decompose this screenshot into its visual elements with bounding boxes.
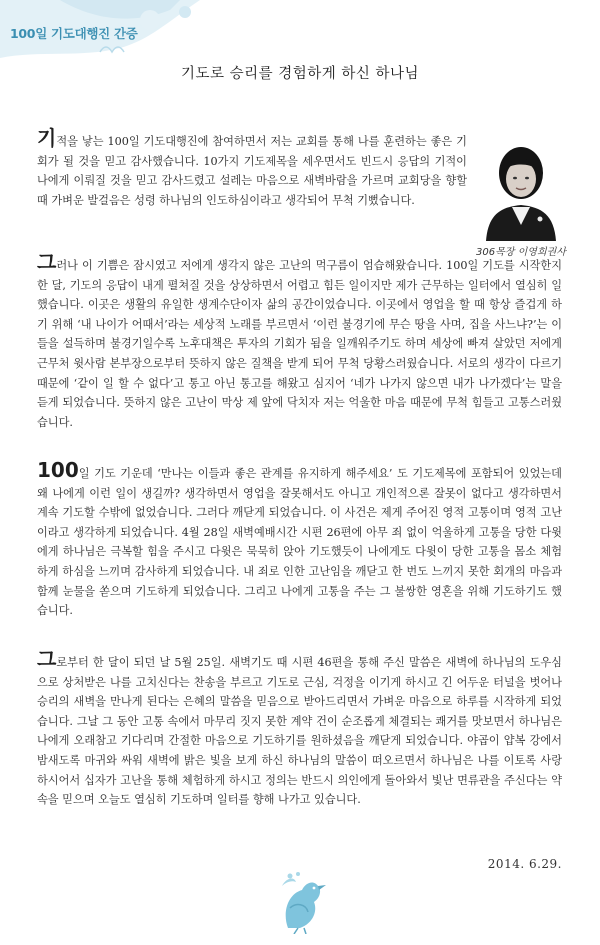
paragraph-2-text: 러나 이 기쁨은 잠시였고 저에게 생각지 않은 고난의 먹구름이 엄습해왔습니다. 100일 기도를 시작한지 한 달, 기도의 응답이 내게 펼쳐질 것을 상상하면서 어렵고 힘든 일이지만 제가 근무하는 일터에서 열심히 일했습니다. 이곳은 생활의 유일한 생계수단이자 삶의 공간이었습니다. 이곳에서 영업을 할 때 항상 즐겁게 하기 위해 ‘내 나이가 어때서’라는 세상적 노래를 부르면서 ‘이런 불경기에 무슨 땅을 사며, 집을 사느냐?’는 이들을 설득하며 불경기일수록 노후대책은 투자의 기회가 됨을 일깨워주기도 하며 세상에 빠져 살았던 저에게 근무처 윗사람 본부장으로부터 뜻하지 않은 질책을 받게 되어 무척 당황스러웠습니다. 서로의 생각이 다르기 때문에 ‘같이 일 할 수 없다’고 통고 아닌 통고를 해왔고 심지어 ‘네가 나가지 않으면 내가 나가겠다’는 말을 듣게 되었습니다. 뜻하지 않은 고난이 막상 제 앞에 닥치자 저는 억울한 마음 때문에 무척 힘들고 고통스러웠습니다.: [37, 259, 562, 429]
paragraph-1-initial: 기: [37, 126, 57, 150]
paragraph-4-initial: 그: [37, 647, 57, 671]
paragraph-4-text: 로부터 한 달이 되던 날 5월 25일. 새벽기도 때 시편 46편을 통해 주신 말씀은 새벽에 하나님의 도우심으로 상처받은 나를 고치신다는 찬송을 부르고 기도로 근심, 걱정을 이기게 하시고 긴 어두운 터널을 벗어나 승리의 새벽을 만나게 된다는 은혜의 말씀을 믿음으로 받아드리면서 가벼운 마음으로 하루를 시작하게 되었습니다. 그날 그 동안 고통 속에서 마무리 짓지 못한 계약 건이 순조롭게 체결되는 쾌거를 맛보면서 하나님은 나에게 오래참고 기다리며 간절한 마음으로 기도하기를 원하셨음을 깨닫게 되었습니다. 야곱이 얍복 강에서 밤새도록 마귀와 싸워 새벽에 밝은 빛을 보게 하신 하나님의 말씀이 떠오르면서 하나님은 나를 이토록 사랑하시어서 십자가 고난을 통해 체험하게 하시고 정의는 반드시 의인에게 돌아와서 빛난 면류관을 주신다는 약속을 믿으며 오늘도 열심히 기도하며 일터를 향해 나가고 있습니다.: [37, 656, 562, 807]
paragraph-3-initial: 100: [37, 458, 79, 482]
paragraph-3-text: 일 기도 기운데 ‘만나는 이들과 좋은 관계를 유지하게 해주세요’ 도 기도제목에 포함되어 있었는데 왜 나에게 이런 일이 생길까? 생각하면서 영업을 잘못해서도 아니고 개인적으론 잘못이 없다고 생각하면서 계속 기도할 수밖에 없었습니다. 그러다 깨닫게 되었습니다. 이 사건은 제게 주어진 영적 고통이며 영적 고난이라고 생각하게 되었습니다. 4월 28일 새벽예배시간 시편 26편에 아무 죄 없이 억울하게 고통을 당한 다윗에게 하나님은 극복할 힘을 주시고 다윗은 묵묵히 앉아 기도했듯이 나에게도 다윗이 당한 고통을 몸소 체험하게 하심을 느끼며 감사하게 되었습니다. 내 죄로 인한 고난임을 깨닫고 한 번도 느끼지 못한 회개의 마음과 함께 눈물을 쏟으며 기도하게 되었습니다. 그리고 나에게 고통을 주는 그 불쌍한 영혼을 위해 기도하기도 했습니다.: [37, 467, 562, 618]
author-caption: 306목장 이영희권사: [476, 247, 566, 258]
paragraph-1: [37, 126, 467, 210]
bird-icon: [268, 868, 334, 934]
paragraph-1-text: 적을 낳는 100일 기도대행진에 참여하면서 저는 교회를 통해 나를 훈련하는 좋은 기회가 될 것을 믿고 감사했습니다. 10가지 기도제목을 세우면서도 빈드시 응답의 기적이 나에게 이뤄질 것을 믿고 감사드렸고 설레는 마음으로 새벽바람을 가르며 교회당을 향할 때 가벼운 발걸음은 성령 하나님의 인도하심이라고 생각되어 무척 기뻤습니다.: [37, 135, 467, 207]
author-photo: [478, 133, 564, 241]
paragraph-3: [37, 458, 562, 621]
series-label: 100일 기도대행진 간증: [10, 26, 138, 41]
page-title: 기도로 승리를 경험하게 하신 하나님: [180, 66, 420, 82]
paragraph-2-initial: 그: [37, 250, 57, 274]
paragraph-4: [37, 647, 562, 810]
testimony-date: 2014. 6.29.: [487, 857, 562, 871]
